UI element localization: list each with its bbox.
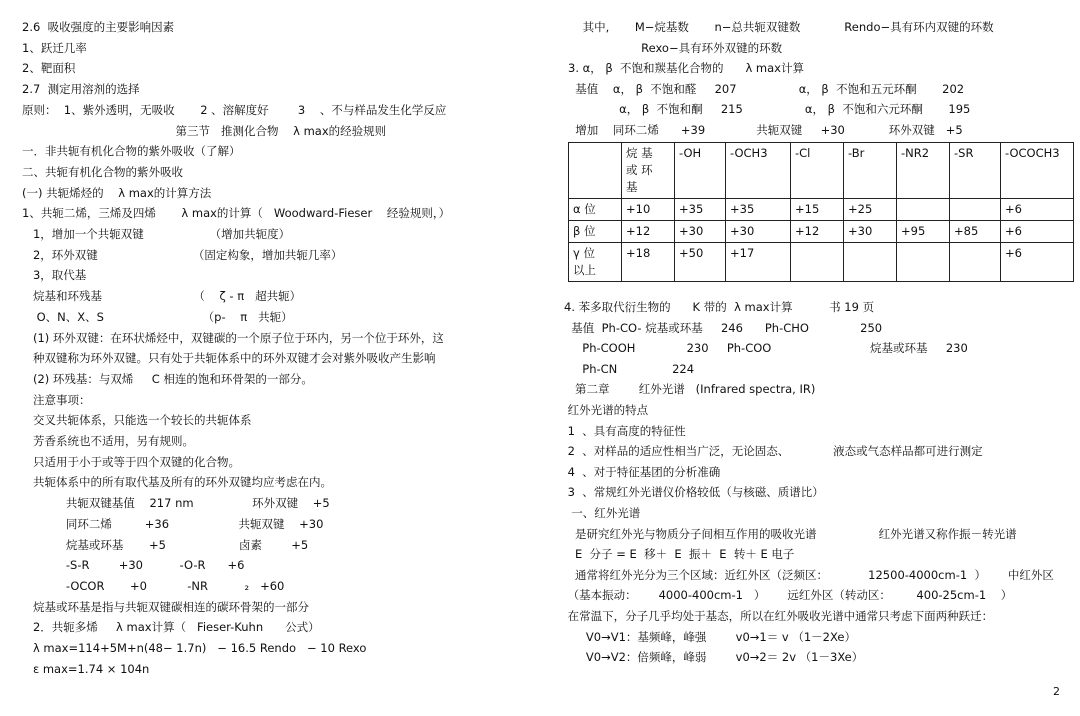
table-cell [897,199,950,221]
table-cell: +15 [791,199,844,221]
table-cell: +10 [622,199,675,221]
table-cell: -Cl [791,143,844,199]
table-cell: +18 [622,243,675,282]
table-cell [569,143,622,199]
table-row [569,243,1074,282]
text-line: 第二章 红外光谱 (Infrared spectra, IR) [564,382,816,397]
text-line: 在常温下，分子几乎均处于基态，所以在红外吸收光谱中通常只考虑下面两种跃迁： [564,609,994,623]
table-cell: -Br [844,143,897,199]
text-line: α， β 不饱和酮 215 α， β 不饱和六元环酮 195 [568,102,971,116]
text-line: 2，环外双键 （固定构象，增加共轭几率） [22,247,343,262]
table-row [569,143,1074,199]
text-line: 1 、具有高度的特征性 [564,423,686,438]
table-cell: -SR [950,143,1001,199]
text-line: V0→V1：基频峰，峰强 v0→1＝ v （1－2Xe） [564,629,856,644]
table-cell: +35 [726,199,791,221]
table-cell: α 位 [569,199,622,221]
text-line: 共轭体系中的所有取代基及所有的环外双键均应考虑在内。 [22,475,332,490]
text-line: Rexo−具有环外双键的环数 [568,40,783,55]
table-cell: +17 [726,243,791,282]
text-line: 种双键称为环外双键。只有处于共轭体系中的环外双键才会对紫外吸收产生影响 [22,351,436,366]
text-line: （基本振动： 4000-400cm-1 ） 远红外区（转动区： 400-25cm-1 ） [564,588,1013,603]
text-line: 只适用于小于或等于四个双键的化合物。 [22,454,240,469]
text-line: 原则： 1、紫外透明，无吸收 2 、溶解度好 3 、不与样品发生化学反应 [22,102,447,117]
text-line: O、N、X、S （p- π 共轭） [22,309,293,324]
table-cell: 烷 基 或 环 基 [622,143,675,199]
table-cell: +30 [675,221,726,243]
text-line: (2) 环残基：与双烯 C 相连的饱和环骨架的一部分。 [22,371,313,386]
table-cell: +85 [950,221,1001,243]
text-line: 是研究红外光与物质分子间相互作用的吸收光谱 红外光谱又称作振－转光谱 [564,526,1017,541]
text-line: 一、红外光谱 [564,506,641,520]
text-line: 其中, M−烷基数 n−总共轭双键数 Rendo−具有环内双键的环数 [568,20,994,34]
table-cell: +6 [1001,243,1074,282]
text-line: 烷基和环残基 （ ζ - π 超共轭） [22,289,302,304]
text-line: Ph-COOH 230 Ph-COO 烷基或环基 230 [564,341,968,356]
text-line: 烷基或环基 +5 卤素 +5 [22,537,309,552]
text-line: 2.6 吸收强度的主要影响因素 [22,20,175,34]
page-number: 2 [1053,685,1060,698]
text-line: V0→V2：倍频峰，峰弱 v0→2＝ 2v （1－3Xe） [564,650,864,665]
text-line: 烷基或环基是指与共轭双键碳相连的碳环骨架的一部分 [22,599,309,614]
text-line: 基值 Ph-CO- 烷基或环基 246 Ph-CHO 250 [564,320,883,335]
text-line: 2.7 测定用溶剂的选择 [22,82,140,97]
text-line: 芳香系统也不适用，另有规则。 [22,434,194,448]
table-row [569,221,1074,243]
table-cell: +12 [791,221,844,243]
text-line: 4 、对于特征基团的分析准确 [564,464,721,479]
table-cell: -OCH3 [726,143,791,199]
text-line: 3 、常规红外光谱仪价格较低（与核磁、质谱比） [564,485,824,500]
text-line: Ph-CN 224 [564,361,695,376]
text-line: 共轭双键基值 217 nm 环外双键 +5 [22,496,330,511]
table-cell [950,199,1001,221]
text-line: -S-R +30 -O-R +6 [22,558,245,573]
text-line: 1、共轭二烯，三烯及四烯 λ max的计算（ Woodward-Fieser 经验规则，） [22,206,451,221]
table-cell [950,243,1001,282]
table-cell [897,243,950,282]
text-line: 2、靶面积 [22,61,76,76]
text-line: 同环二烯 +36 共轭双键 +30 [22,516,324,531]
text-line: 3. α， β 不饱和羰基化合物的 λ max计算 [568,61,804,75]
table-row [569,199,1074,221]
text-line: 3，取代基 [22,268,87,283]
text-line: E 分子 = E 移＋ E 振＋ E 转＋ E 电子 [564,547,795,562]
text-line: 基值 α， β 不饱和醛 207 α， β 不饱和五元环酮 202 [568,81,965,96]
text-line: 4. 苯多取代衍生物的 K 带的 λ max计算 书 19 页 [564,300,875,314]
table-cell: -OCOCH3 [1001,143,1074,199]
text-line: (一) 共轭烯烃的 λ max的计算方法 [22,185,212,200]
table-cell: +25 [844,199,897,221]
text-line: 红外光谱的特点 [564,403,649,417]
text-line: 1、跃迁几率 [22,40,87,55]
table-cell [844,243,897,282]
table-cell: +95 [897,221,950,243]
substituent-increment-table [568,142,1074,282]
text-line: (1) 环外双键：在环状烯烃中，双键碳的一个原子位于环内，另一个位于环外，这 [22,330,444,345]
text-line: 通常将红外光分为三个区域：近红外区（泛频区： 12500-4000cm-1 ） 中红外区 [564,567,1054,582]
table-cell: -OH [675,143,726,199]
table-cell: +35 [675,199,726,221]
text-line: 一．非共轭有机化合物的紫外吸收（了解） [22,144,241,159]
table-cell: β 位 [569,221,622,243]
table-cell: γ 位 以上 [569,243,622,282]
text-line: 第三节 推测化合物 λ max的经验规则 [22,123,387,138]
text-line: 增加 同环二烯 +39 共轭双键 +30 环外双键 +5 [568,122,963,137]
table-cell: -NR2 [897,143,950,199]
text-line: 交叉共轭体系，只能选一个较长的共轭体系 [22,413,252,428]
table-cell: +6 [1001,221,1074,243]
text-line: 注意事项： [22,392,91,407]
table-cell: +6 [1001,199,1074,221]
text-line: -OCOR +0 -NR ₂ +60 [22,578,285,593]
table-cell: +30 [844,221,897,243]
text-line: 二、共轭有机化合物的紫外吸收 [22,164,183,179]
text-line: λ max=114+5M+n(48− 1.7n) − 16.5 Rendo − 10 Rexo [22,641,367,655]
table-cell: +50 [675,243,726,282]
text-line: ε max=1.74 × 104n [22,661,150,676]
table-cell: +30 [726,221,791,243]
table-cell: +12 [622,221,675,243]
text-line: 1，增加一个共轭双键 （增加共轭度） [22,227,291,241]
table-cell [791,243,844,282]
text-line: 2 、对样品的适应性相当广泛，无论固态、 液态或气态样品都可进行测定 [564,444,983,459]
text-line: 2．共轭多烯 λ max计算（ Fieser-Kuhn 公式） [22,620,320,635]
